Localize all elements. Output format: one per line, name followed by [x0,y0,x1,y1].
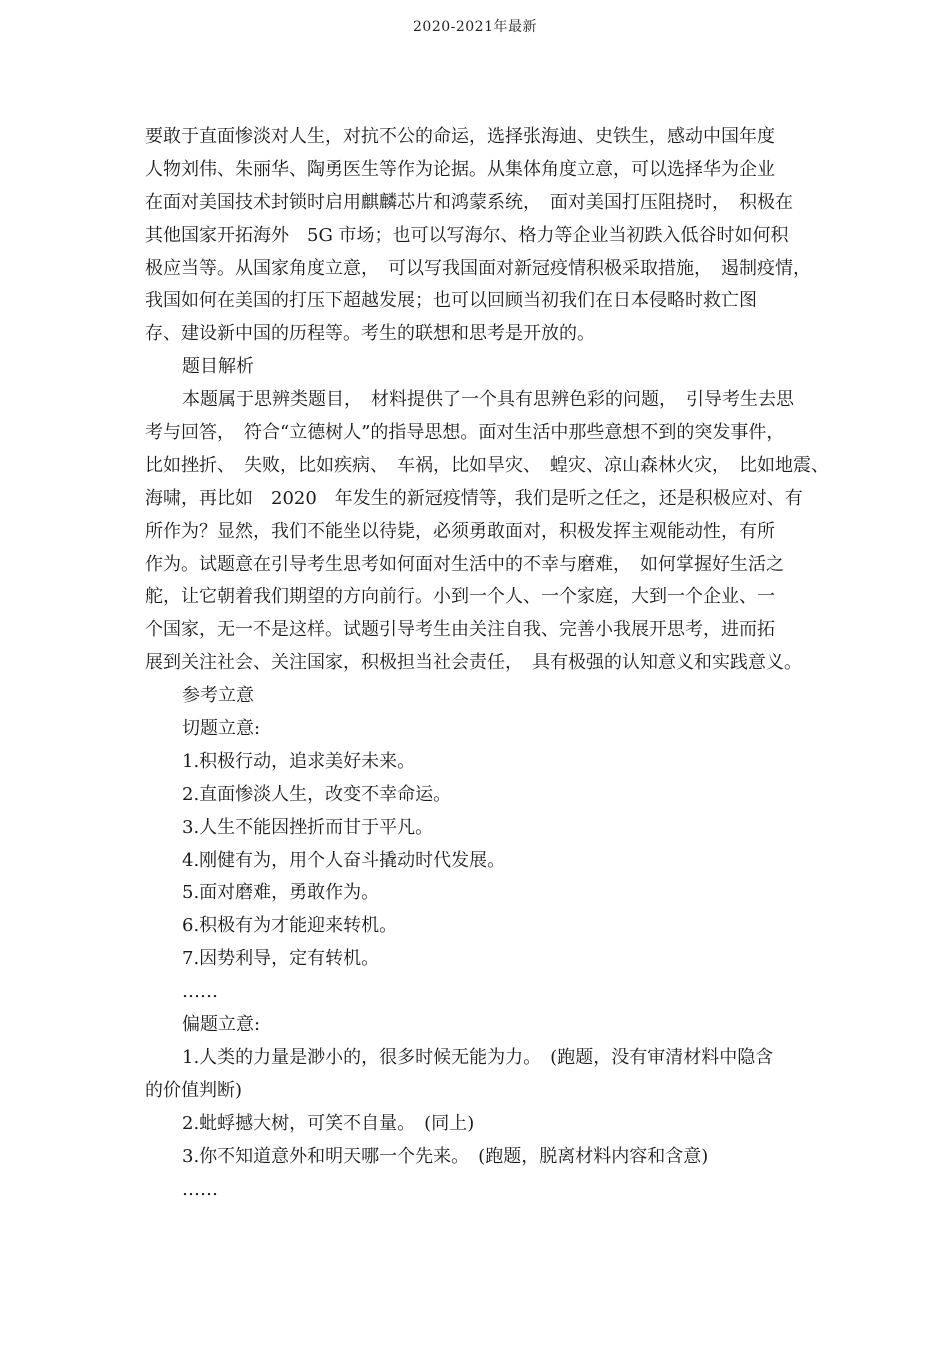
text-line: 5.面对磨难，勇敢作为。 [182,882,380,904]
text-line: 我国如何在美国的打压下超越发展；也可以回顾当初我们在日本侵略时救亡图 [145,290,757,312]
text-line: 作为。试题意在引导考生思考如何面对生活中的不幸与磨难， 如何掌握好生活之 [145,553,784,575]
text-line: 比如挫折、 失败，比如疾病、 车祸，比如旱灾、 蝗灾、凉山森林火灾， 比如地震、 [145,454,829,476]
text-line: 存、建设新中国的历程等。考生的联想和思考是开放的。 [145,323,595,345]
text-line: 参考立意 [182,685,254,707]
text-line: 在面对美国技术封锁时启用麒麟芯片和鸿蒙系统， 面对美国打压阻挠时， 积极在 [145,191,793,213]
text-line: 3.你不知道意外和明天哪一个先来。 (跑题，脱离材料内容和含意) [182,1145,709,1167]
text-line: …… [182,1178,218,1200]
text-line: 切题立意: [182,718,261,740]
text-line: 2.直面惨淡人生，改变不幸命运。 [182,783,452,805]
text-line: 舵，让它朝着我们期望的方向前行。小到一个人、一个家庭，大到一个企业、一 [145,586,775,608]
document-body [145,121,829,1206]
text-line: 3.人生不能因挫折而甘于平凡。 [182,816,434,838]
text-line: 的价值判断) [145,1079,243,1101]
text-line: 要敢于直面惨淡对人生，对抗不公的命运，选择张海迪、史铁生，感动中国年度 [145,126,775,147]
text-line: 个国家，无一不是这样。试题引导考生由关注自我、完善小我展开思考，进而拓 [145,619,775,641]
text-line: 海啸，再比如 2020 年发生的新冠疫情等，我们是听之任之，还是积极应对、有 [145,487,803,509]
text-line: 偏题立意: [182,1014,261,1036]
text-line: 人物刘伟、朱丽华、陶勇医生等作为论据。从集体角度立意，可以选择华为企业 [145,158,775,180]
text-line: 4.刚健有为，用个人奋斗撬动时代发展。 [182,849,506,871]
text-line: 题目解析 [182,356,254,378]
text-line: 其他国家开拓海外 5G 市场；也可以写海尔、格力等企业当初跌入低谷时如何积 [145,224,789,246]
text-line: 极应当等。从国家角度立意， 可以写我国面对新冠疫情积极采取措施， 遏制疫情， [145,257,811,279]
text-line: 1.积极行动，追求美好未来。 [182,750,416,772]
text-line: 7.因势利导，定有转机。 [182,948,380,970]
text-line: 展到关注社会、关注国家，积极担当社会责任， 具有极强的认知意义和实践意义。 [145,652,802,674]
text-line: 本题属于思辨类题目， 材料提供了一个具有思辨色彩的问题， 引导考生去思 [182,389,794,411]
page-header: 2020-2021年最新 [413,19,537,35]
text-line: …… [182,981,218,1003]
text-line: 1.人类的力量是渺小的，很多时候无能为力。 (跑题，没有审清材料中隐含 [182,1046,774,1068]
text-line: 6.积极有为才能迎来转机。 [182,915,398,937]
text-line: 所作为？显然，我们不能坐以待毙，必须勇敢面对，积极发挥主观能动性，有所 [145,520,775,542]
text-line: 考与回答， 符合“立德树人”的指导思想。面对生活中那些意想不到的突发事件， [145,422,785,444]
text-line: 2.蚍蜉撼大树，可笑不自量。 (同上) [182,1112,475,1134]
